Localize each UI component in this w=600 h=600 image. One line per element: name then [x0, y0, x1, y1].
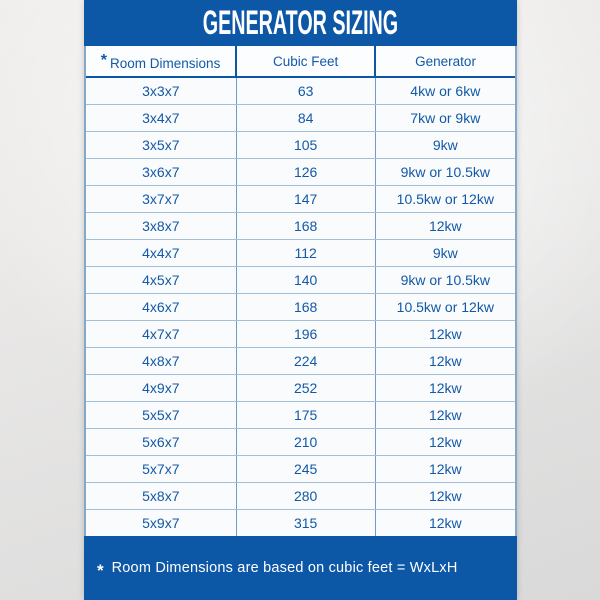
table-row — [86, 482, 515, 509]
generator-cell: 12kw — [375, 320, 515, 347]
cubic-feet-cell: 112 — [236, 239, 375, 266]
cubic-feet-cell: 280 — [236, 482, 375, 509]
table-row — [86, 212, 515, 239]
cubic-feet-cell: 245 — [236, 455, 375, 482]
column-header-room-dimensions — [86, 46, 236, 77]
generator-sizing-poster — [84, 0, 517, 600]
room-dimensions-cell: 4x5x7 — [86, 266, 236, 293]
room-dimensions-cell: 3x6x7 — [86, 158, 236, 185]
cubic-feet-cell: 126 — [236, 158, 375, 185]
cubic-feet-cell: 210 — [236, 428, 375, 455]
cubic-feet-cell: 105 — [236, 131, 375, 158]
generator-cell: 10.5kw or 12kw — [375, 293, 515, 320]
cubic-feet-cell: 140 — [236, 266, 375, 293]
room-dimensions-cell: 5x8x7 — [86, 482, 236, 509]
sizing-table — [86, 46, 515, 536]
generator-cell: 12kw — [375, 374, 515, 401]
generator-cell: 12kw — [375, 509, 515, 536]
generator-cell: 12kw — [375, 347, 515, 374]
table-row — [86, 239, 515, 266]
footnote-text: Room Dimensions are based on cubic feet = WxLxH — [111, 560, 458, 576]
room-dimensions-cell: 4x6x7 — [86, 293, 236, 320]
room-dimensions-cell: 3x5x7 — [86, 131, 236, 158]
cubic-feet-cell: 168 — [236, 212, 375, 239]
table-row — [86, 131, 515, 158]
cubic-feet-cell: 196 — [236, 320, 375, 347]
generator-cell: 12kw — [375, 401, 515, 428]
room-dimensions-cell: 3x4x7 — [86, 104, 236, 131]
asterisk-icon: * — [97, 560, 104, 580]
cubic-feet-cell: 252 — [236, 374, 375, 401]
cubic-feet-cell: 315 — [236, 509, 375, 536]
room-dimensions-cell: 3x7x7 — [86, 185, 236, 212]
room-dimensions-cell: 3x8x7 — [86, 212, 236, 239]
generator-cell: 9kw — [375, 131, 515, 158]
table-row — [86, 347, 515, 374]
table-row — [86, 77, 515, 104]
generator-cell: 9kw — [375, 239, 515, 266]
title-band — [84, 0, 517, 46]
asterisk-icon: * — [100, 51, 108, 69]
generator-cell: 12kw — [375, 428, 515, 455]
room-dimensions-cell: 4x7x7 — [86, 320, 236, 347]
generator-cell: 12kw — [375, 212, 515, 239]
table-row — [86, 266, 515, 293]
table-row — [86, 428, 515, 455]
generator-cell: 9kw or 10.5kw — [375, 158, 515, 185]
room-dimensions-cell: 4x8x7 — [86, 347, 236, 374]
footnote-band — [84, 536, 517, 600]
generator-cell: 12kw — [375, 482, 515, 509]
table-row — [86, 401, 515, 428]
table-row — [86, 185, 515, 212]
sizing-table-container — [84, 46, 517, 536]
table-row — [86, 158, 515, 185]
generator-cell: 4kw or 6kw — [375, 77, 515, 104]
cubic-feet-cell: 168 — [236, 293, 375, 320]
room-dimensions-cell: 5x5x7 — [86, 401, 236, 428]
table-header-row — [86, 46, 515, 77]
column-header-cubic-feet: Cubic Feet — [236, 46, 375, 77]
generator-cell: 7kw or 9kw — [375, 104, 515, 131]
table-row — [86, 455, 515, 482]
table-row — [86, 509, 515, 536]
table-row — [86, 374, 515, 401]
table-row — [86, 320, 515, 347]
room-dimensions-cell: 5x7x7 — [86, 455, 236, 482]
page-title: GENERATOR SIZING — [202, 3, 399, 42]
generator-cell: 12kw — [375, 455, 515, 482]
cubic-feet-cell: 63 — [236, 77, 375, 104]
room-dimensions-cell: 5x6x7 — [86, 428, 236, 455]
generator-cell: 10.5kw or 12kw — [375, 185, 515, 212]
column-header-label: Room Dimensions — [110, 55, 221, 71]
cubic-feet-cell: 175 — [236, 401, 375, 428]
cubic-feet-cell: 84 — [236, 104, 375, 131]
table-row — [86, 293, 515, 320]
room-dimensions-cell: 3x3x7 — [86, 77, 236, 104]
room-dimensions-cell: 5x9x7 — [86, 509, 236, 536]
table-row — [86, 104, 515, 131]
column-header-generator: Generator — [375, 46, 515, 77]
cubic-feet-cell: 147 — [236, 185, 375, 212]
room-dimensions-cell: 4x4x7 — [86, 239, 236, 266]
generator-cell: 9kw or 10.5kw — [375, 266, 515, 293]
cubic-feet-cell: 224 — [236, 347, 375, 374]
room-dimensions-cell: 4x9x7 — [86, 374, 236, 401]
